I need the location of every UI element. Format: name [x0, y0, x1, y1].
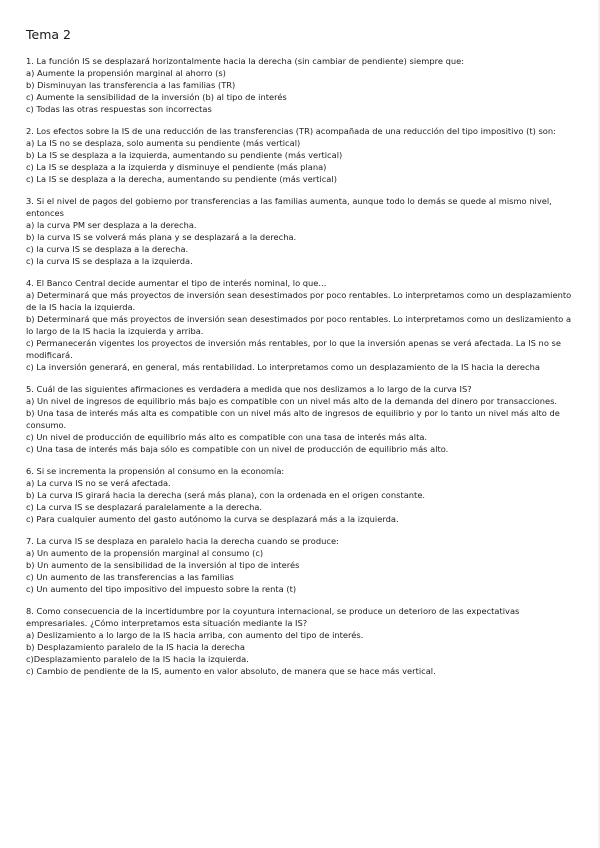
question-text: 3. Si el nivel de pagos del gobierno por transferencias a las familias aumenta, aunque todo lo demás se quede al mismo nivel, entonces — [26, 196, 552, 218]
answer-option: a) Un nivel de ingresos de equilibrio más bajo es compatible con un nivel más alto de la demanda del dinero por transacciones. — [26, 396, 558, 406]
answer-option: b) Determinará que más proyectos de inversión sean desestimados por poco rentables. Lo interpretamos como un deslizamiento a lo largo de la IS hacia la izquierda y arriba. — [26, 314, 572, 336]
question-text: 1. La función IS se desplazará horizontalmente hacia la derecha (sin cambiar de pendiente) siempre que: — [26, 56, 465, 66]
answer-option: c) Todas las otras respuestas son incorrectas — [26, 104, 212, 114]
question-text: 2. Los efectos sobre la IS de una reducción de las transferencias (TR) acompañada de una reducción del tipo impositivo (t) son: — [26, 126, 556, 136]
answer-option: c) Cambio de pendiente de la IS, aumento en valor absoluto, de manera que se hace más vertical. — [26, 666, 436, 676]
answer-option: c) Aumente la sensibilidad de la inversión (b) al tipo de interés — [26, 92, 287, 102]
page-title: Tema 2 — [26, 27, 71, 42]
answer-option: c) Un aumento del tipo impositivo del impuesto sobre la renta (t) — [26, 584, 297, 594]
answer-option: b) La curva IS girará hacia la derecha (será más plana), con la ordenada en el origen constante. — [26, 490, 426, 500]
answer-option: b) La IS se desplaza a la izquierda, aumentando su pendiente (más vertical) — [26, 150, 343, 160]
answer-option: c)Desplazamiento paralelo de la IS hacia la izquierda. — [26, 654, 249, 664]
question-block — [26, 277, 574, 373]
answer-option: c) Una tasa de interés más baja sólo es compatible con un nivel de producción de equilibrio más alto. — [26, 444, 449, 454]
answer-option: c) la curva IS se desplaza a la izquierda. — [26, 256, 193, 266]
answer-option: c) La IS se desplaza a la izquierda y disminuye el pendiente (más plana) — [26, 162, 327, 172]
question-block — [26, 55, 574, 115]
question-block — [26, 465, 574, 525]
answer-option: c) Para cualquier aumento del gasto autónomo la curva se desplazará más a la izquierda. — [26, 514, 399, 524]
answer-option: b) Desplazamiento paralelo de la IS hacia la derecha — [26, 642, 245, 652]
answer-option: b) Una tasa de interés más alta es compatible con un nivel más alto de ingresos de equilibrio y por lo tanto un nivel más alto de consumo. — [26, 408, 560, 430]
answer-option: a) Aumente la propensión marginal al ahorro (s) — [26, 68, 226, 78]
question-block — [26, 535, 574, 595]
question-block — [26, 195, 574, 267]
answer-option: b) Disminuyan las transferencia a las familias (TR) — [26, 80, 236, 90]
question-text: 6. Si se incrementa la propensión al consumo en la economía: — [26, 466, 285, 476]
question-text: 4. El Banco Central decide aumentar el tipo de interés nominal, lo que... — [26, 278, 327, 288]
answer-option: b) la curva IS se volverá más plana y se desplazará a la derecha. — [26, 232, 297, 242]
answer-option: c) Un nivel de producción de equilibrio más alto es compatible con una tasa de interés más alta. — [26, 432, 428, 442]
answer-option: c) La inversión generará, en general, más rentabilidad. Lo interpretamos como un desplazamiento de la IS hacia la derecha — [26, 362, 540, 372]
answer-option: c) Un aumento de las transferencias a las familias — [26, 572, 234, 582]
answer-option: b) Un aumento de la sensibilidad de la inversión al tipo de interés — [26, 560, 300, 570]
question-text: 7. La curva IS se desplaza en paralelo hacia la derecha cuando se produce: — [26, 536, 339, 546]
question-text: 8. Como consecuencia de la incertidumbre por la coyuntura internacional, se produce un deterioro de las expectativas empresariales. ¿Cómo interpretamos esta situación mediante la IS? — [26, 606, 520, 628]
answer-option: a) Un aumento de la propensión marginal al consumo (c) — [26, 548, 264, 558]
answer-option: a) La curva IS no se verá afectada. — [26, 478, 171, 488]
answer-option: a) Deslizamiento a lo largo de la IS hacia arriba, con aumento del tipo de interés. — [26, 630, 364, 640]
question-block — [26, 605, 574, 677]
question-list — [26, 55, 574, 677]
answer-option: a) Determinará que más proyectos de inversión sean desestimados por poco rentables. Lo interpretamos como un desplazamiento de la IS hacia la izquierda. — [26, 290, 572, 312]
answer-option: c) la curva IS se desplaza a la derecha. — [26, 244, 189, 254]
question-block — [26, 125, 574, 185]
answer-option: a) La IS no se desplaza, solo aumenta su pendiente (más vertical) — [26, 138, 301, 148]
question-block — [26, 383, 574, 455]
answer-option: c) La curva IS se desplazará paralelamente a la derecha. — [26, 502, 263, 512]
question-text: 5. Cuál de las siguientes afirmaciones es verdadera a medida que nos deslizamos a lo largo de la curva IS? — [26, 384, 472, 394]
answer-option: c) La IS se desplaza a la derecha, aumentando su pendiente (más vertical) — [26, 174, 337, 184]
answer-option: c) Permanecerán vigentes los proyectos de inversión más rentables, por lo que la inversión apenas se verá afectada. La IS no se modificará. — [26, 338, 561, 360]
answer-option: a) la curva PM ser desplaza a la derecha. — [26, 220, 197, 230]
